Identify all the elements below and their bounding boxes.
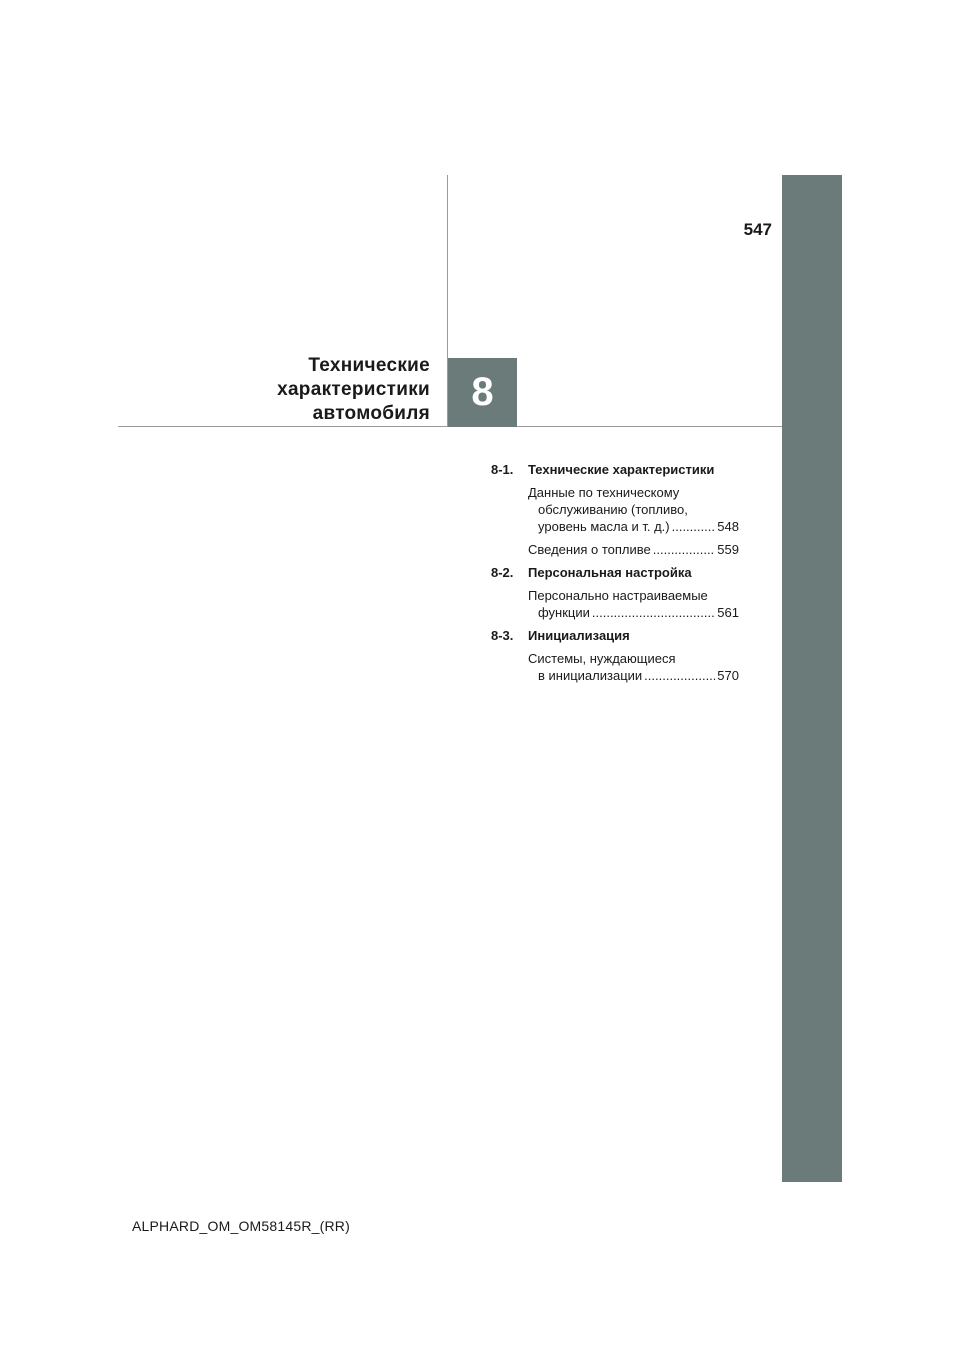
leader-dots bbox=[644, 667, 715, 684]
page-number: 547 bbox=[743, 220, 772, 239]
section-number: 8-3. bbox=[491, 628, 514, 643]
toc-section-8-1 bbox=[491, 461, 751, 558]
chapter-number-box bbox=[448, 358, 517, 427]
section-title: Персональная настройка bbox=[528, 565, 692, 580]
entry-text: Персонально настраиваемые bbox=[528, 588, 708, 603]
entry-text: Сведения о топливе bbox=[528, 542, 651, 557]
table-of-contents bbox=[491, 461, 751, 690]
entry-text: функции bbox=[538, 605, 590, 620]
entry-text: в инициализации bbox=[538, 668, 643, 683]
toc-entry[interactable] bbox=[528, 484, 739, 535]
entry-text: Системы, нуждающиеся bbox=[528, 651, 676, 666]
entry-page: 561 bbox=[717, 605, 739, 620]
toc-section-heading[interactable] bbox=[491, 627, 751, 644]
chapter-title bbox=[277, 354, 430, 426]
section-number: 8-2. bbox=[491, 565, 514, 580]
section-number: 8-1. bbox=[491, 462, 514, 477]
toc-entry[interactable] bbox=[528, 650, 739, 684]
toc-section-heading[interactable] bbox=[491, 461, 751, 478]
entry-text: Данные по техническому bbox=[528, 485, 680, 500]
side-tab-band bbox=[782, 175, 842, 1182]
toc-entry[interactable] bbox=[528, 541, 739, 558]
entry-page: 570 bbox=[717, 668, 739, 683]
entry-page: 559 bbox=[717, 542, 739, 557]
toc-section-8-3 bbox=[491, 627, 751, 684]
chapter-title-line: Технические bbox=[308, 355, 430, 376]
entry-text: уровень масла и т. д.) bbox=[538, 519, 670, 534]
chapter-title-line: характеристики bbox=[277, 379, 430, 400]
document-code-footer: ALPHARD_OM_OM58145R_(RR) bbox=[132, 1218, 350, 1234]
leader-dots bbox=[592, 604, 715, 621]
entry-text: обслуживанию (топливо, bbox=[538, 502, 688, 517]
toc-entry[interactable] bbox=[528, 587, 739, 621]
leader-dots bbox=[653, 541, 716, 558]
toc-section-8-2 bbox=[491, 564, 751, 621]
toc-section-heading[interactable] bbox=[491, 564, 751, 581]
section-title: Инициализация bbox=[528, 628, 630, 643]
chapter-title-line: автомобиля bbox=[312, 403, 430, 424]
leader-dots bbox=[672, 518, 716, 535]
chapter-number: 8 bbox=[471, 370, 494, 414]
entry-page: 548 bbox=[717, 519, 739, 534]
section-title: Технические характеристики bbox=[528, 462, 715, 477]
